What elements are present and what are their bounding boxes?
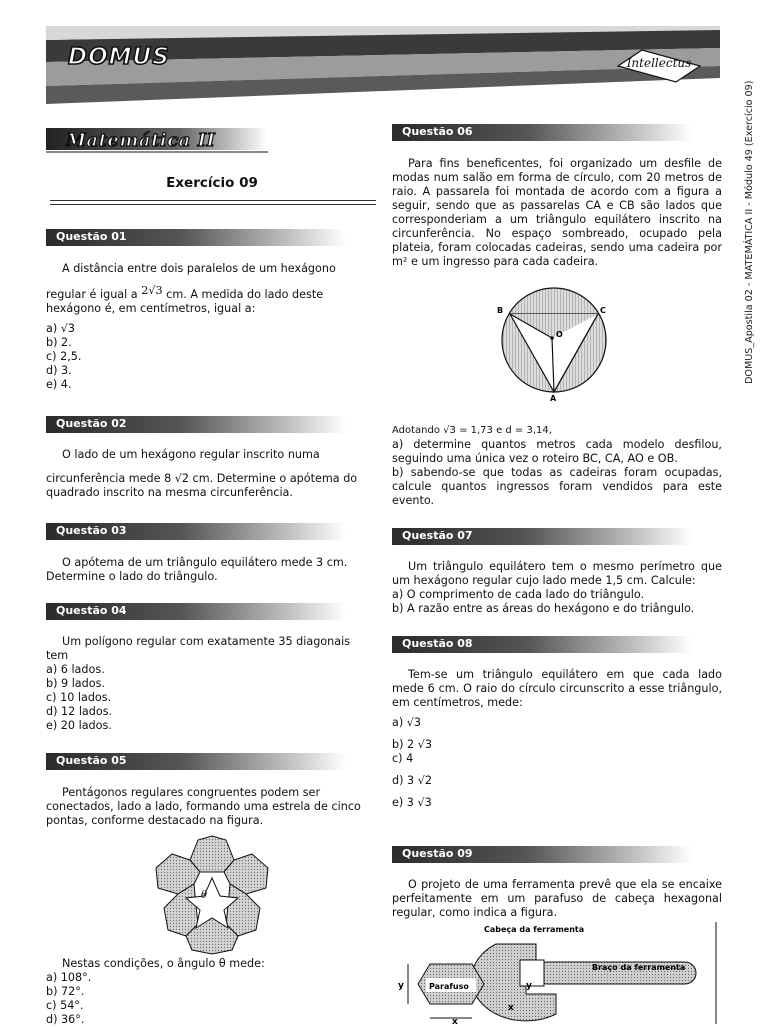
label-O: O (556, 330, 563, 339)
q07-body: Um triângulo equilátero tem o mesmo perímetro que um hexágono regular cujo lado mede 1,5 cm. Calcule: a) O comprimento de cada lado do triângulo. b) A razão entre as áreas do hexágono e do triângulo. (392, 560, 722, 615)
q05-option: d) 36°. (46, 1013, 85, 1026)
q05-option: b) 72°. (46, 985, 85, 998)
q08-header: Questão 08 (392, 636, 692, 653)
q03-body: O apótema de um triângulo equilátero mede 3 cm. Determine o lado do triângulo. (46, 556, 348, 583)
label-B: B (497, 306, 504, 315)
q05-body: Pentágonos regulares congruentes podem ser conectados, lado a lado, formando uma estrela de cinco pontas, conforme destacado na figura. (46, 786, 361, 827)
q06-circle-figure (494, 284, 616, 402)
q08-option: e) 3 √3 (392, 796, 432, 809)
q06-body: Para fins beneficentes, foi organizado um desfile de modas num salão em forma de círculo, com 20 metros de raio. A passarela foi montada de acordo com a figura a seguir, sendo que as passarelas CA e CB são lados que corresponderiam a um triângulo equilátero inscrito na circunferência. No espaço sombreado, ocupado pela plateia, foram colocadas cadeiras, sendo uma cadeira por m² e um ingresso para cada cadeira. (392, 157, 722, 268)
title-rule-top (50, 200, 376, 201)
x-label-tool: x (508, 1003, 514, 1013)
q04-header: Questão 04 (46, 603, 346, 620)
q04-option: d) 12 lados. (46, 705, 113, 718)
q01-option: b) 2. (46, 336, 72, 349)
label-C: C (600, 306, 606, 315)
q09-header: Questão 09 (392, 846, 692, 863)
q05-option: c) 54°. (46, 999, 84, 1012)
q09-body: O projeto de uma ferramenta prevê que ela se encaixe perfeitamente em um parafuso de cabeça hexagonal regular, como indica a figura. (392, 878, 722, 919)
tool-arm-label: Braço da ferramenta (592, 963, 686, 972)
q06-header: Questão 06 (392, 124, 692, 141)
q02-body: O lado de um hexágono regular inscrito numa circunferência mede 8 √2 cm. Determine o apótema do quadrado inscrito na mesma circunferência. (46, 448, 358, 499)
exercise-title: Exercício 09 (166, 175, 258, 191)
q05-options: Nestas condições, o ângulo θ mede: a) 108°. b) 72°. c) 54°. d) 36°. (46, 957, 372, 1027)
q08-body: Tem-se um triângulo equilátero em que cada lado mede 6 cm. O raio do círculo circunscrito a esse triângulo, em centímetros, mede: a) √3 b) 2 √3 c) 4 d) 3 √2 e) 3 √3 (392, 668, 722, 809)
bolt-label: Parafuso (429, 982, 469, 991)
side-caption: DOMUS_Apostila 02 - MATEMÁTICA II - Módulo 49 (Exercício 09) (744, 80, 755, 384)
q04-option: a) 6 lados. (46, 663, 105, 676)
brand-logo: DOMUS (68, 44, 170, 70)
q02-header: Questão 02 (46, 416, 346, 433)
y-label-right: y (526, 981, 532, 991)
q01-header: Questão 01 (46, 229, 346, 246)
q08-option: d) 3 √2 (392, 774, 432, 787)
q01-body: A distância entre dois paralelos de um hexágono regular é igual a 2√3 cm. A medida do lado deste hexágono é, em centímetros, igual a: a) √3 b) 2. c) 2,5. d) 3. e) 4. (46, 262, 372, 392)
q05-option: a) 108°. (46, 971, 92, 984)
y-label-left: y (398, 981, 404, 991)
label-A: A (550, 394, 557, 402)
q05-header: Questão 05 (46, 753, 346, 770)
tool-head-label: Cabeça da ferramenta (484, 925, 585, 934)
title-rule-bottom (50, 204, 376, 205)
q03-header: Questão 03 (46, 523, 346, 540)
q01-option: a) √3 (46, 322, 76, 335)
q01-option: d) 3. (46, 364, 72, 377)
q06-items: Adotando √3 = 1,73 e d = 3,14, a) determine quantos metros cada modelo desfilou, seguindo uma única vez o roteiro BC, CA, AO e OB. b) sabendo-se que todas as cadeiras foram ocupadas, calcule quantos ingressos foram vendidos para este evento. (392, 425, 722, 507)
q04-option: b) 9 lados. (46, 677, 105, 690)
q01-option: c) 2,5. (46, 350, 82, 363)
q04-option: e) 20 lados. (46, 719, 112, 732)
x-label-bolt: x (452, 1017, 458, 1024)
q09-tool-figure (396, 922, 718, 1024)
q04-option: c) 10 lados. (46, 691, 112, 704)
theta-label: θ (201, 890, 208, 901)
q04-body: Um polígono regular com exatamente 35 diagonais tem a) 6 lados. b) 9 lados. c) 10 lados. d) 12 lados. e) 20 lados. (46, 635, 372, 733)
subject-title: Matemática II (66, 130, 216, 151)
intellectus-logo: Intellectus (626, 56, 692, 70)
q07-header: Questão 07 (392, 528, 692, 545)
q01-option: e) 4. (46, 378, 72, 391)
q08-option: b) 2 √3 (392, 738, 432, 751)
q08-option: c) 4 (392, 752, 414, 765)
pentagon-star-figure (148, 832, 276, 956)
q08-option: a) √3 (392, 716, 422, 729)
